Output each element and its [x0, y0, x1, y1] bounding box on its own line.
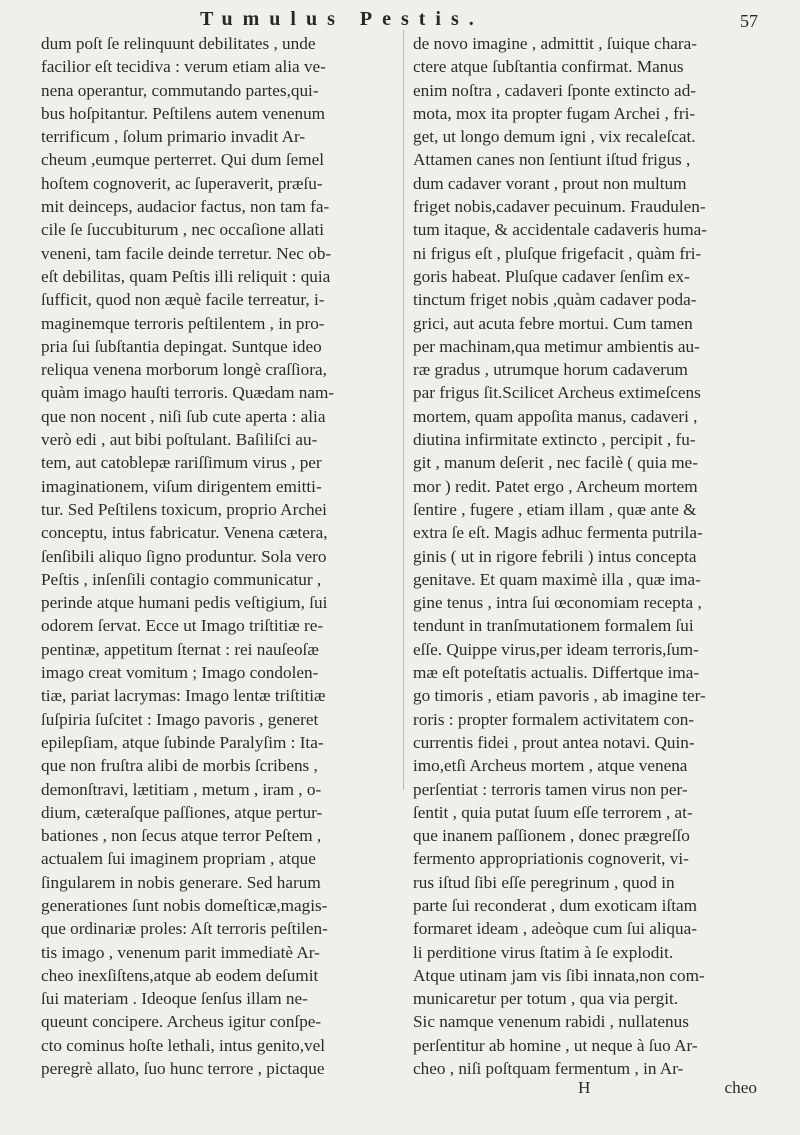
- text-line: friget nobis,cadaver pecuinum. Fraudulen-: [413, 197, 706, 217]
- text-line: hoſtem cognoverit, ac ſuperaverit, præſu-: [41, 173, 323, 193]
- catchword: cheo: [724, 1078, 757, 1097]
- text-line: mæ eſt poteſtatis actualis. Differtque ima-: [413, 663, 700, 683]
- text-line: dium, cæteraſque paſſiones, atque pertur-: [41, 802, 323, 822]
- text-line: ſuſpiria ſuſcitet : Imago pavoris , generet: [41, 709, 319, 729]
- text-line: enim noſtra , cadaveri ſponte extincto ad-: [413, 80, 697, 100]
- text-line: extra ſe eſt. Magis adhuc fermenta putrila-: [413, 523, 703, 543]
- text-line: tiæ, pariat lacrymas: Imago lentæ triſtitiæ: [41, 686, 326, 706]
- text-line: quàm imago hauſti terroris. Quædam nam-: [41, 383, 335, 403]
- text-line: genitave. Et quam maximè illa , quæ ima-: [413, 569, 701, 589]
- text-line: demonſtravi, lætitiam , metum , iram , o-: [41, 779, 322, 799]
- text-line: tis imago , venenum parit immediatè Ar-: [41, 942, 320, 962]
- text-line: eſſe. Quippe virus,per ideam terroris,ſum-: [413, 639, 699, 659]
- text-line: ſentit , quia putat ſuum eſſe terrorem , at-: [413, 802, 693, 822]
- text-line: maginemque terroris peſtilentem , in pro-: [41, 313, 325, 333]
- text-line: currentis fidei , prout antea notavi. Quin-: [413, 732, 695, 752]
- text-line: cile ſe ſuccubiturum , nec occaſione allati: [41, 220, 324, 240]
- text-line: dum poſt ſe relinquunt debilitates , unde: [41, 34, 316, 53]
- text-line: formaret ideam , adeòque cum ſui aliqua-: [413, 919, 697, 939]
- text-line: tendunt in tranſmutationem formalem ſui: [413, 616, 694, 636]
- text-line: dum cadaver vorant , prout non multum: [413, 173, 687, 193]
- text-line: ni frigus eſt , pluſque frigefacit , quàm fri-: [413, 243, 702, 263]
- text-line: veneni, tam facile deinde terretur. Nec ob-: [41, 243, 332, 263]
- text-line: cto cominus hoſte lethali, intus genito,vel: [41, 1035, 326, 1055]
- text-line: generationes ſunt nobis domeſticæ,magis-: [41, 895, 328, 915]
- right-text-column: [413, 32, 769, 1080]
- text-line: diutina infirmitate extincto , percipit , fu-: [413, 430, 696, 450]
- page-number: 57: [740, 11, 758, 31]
- text-line: reliqua venena morborum longè craſſiora,: [41, 360, 327, 380]
- text-line: get, ut longo demum igni , vix recaleſcat.: [413, 127, 696, 147]
- text-line: cheum ,eumque perterret. Qui dum ſemel: [41, 150, 325, 170]
- text-line: que ordinariæ proles: Aſt terroris peſtilen-: [41, 919, 328, 939]
- text-line: perſentiat : terroris tamen virus non per-: [413, 779, 688, 799]
- text-line: Atque utinam jam vis ſibi innata,non com-: [413, 965, 705, 985]
- text-line: eſt debilitas, quam Peſtis illi reliquit : quia: [41, 266, 331, 286]
- text-line: pentinæ, appetitum ſternat : rei nauſeoſæ: [41, 639, 319, 659]
- text-line: actualem ſui imaginem propriam , atque: [41, 849, 316, 869]
- text-line: facilior eſt tecidiva : verum etiam alia ve-: [41, 57, 326, 77]
- text-line: git , manum deſerit , nec facilè ( quia me-: [413, 453, 698, 473]
- text-line: Attamen canes non ſentiunt iſtud frigus ,: [413, 150, 691, 170]
- text-line: epilepſiam, atque ſubinde Paralyſim : Ita-: [41, 732, 324, 752]
- text-line: tem, aut catoblepæ rariſſimum virus , per: [41, 453, 322, 473]
- text-line: ſufficit, quod non æquè facile terreatur, i-: [41, 290, 325, 310]
- text-line: tur. Sed Peſtilens toxicum, proprio Archei: [41, 499, 327, 519]
- page-footer: [413, 1078, 769, 1102]
- text-line: ginis ( ut in rigore febrili ) intus concepta: [413, 546, 697, 566]
- text-line: conceptu, intus fabricatur. Venena cætera,: [41, 523, 328, 543]
- text-line: fermento appropriationis cognoverit, vi-: [413, 849, 689, 869]
- text-line: cheo , niſi poſtquam fermentum , in Ar-: [413, 1059, 684, 1079]
- text-line: queunt concipere. Archeus igitur conſpe-: [41, 1012, 322, 1032]
- text-line: peregrè allato, ſuo hunc terrore , pictaque: [41, 1059, 325, 1079]
- text-line: que non fruſtra alibi de morbis ſcribens ,: [41, 756, 318, 776]
- text-line: perſentitur ab homine , ut neque à ſuo Ar-: [413, 1035, 698, 1055]
- text-line: go timoris , etiam pavoris , ab imagine ter-: [413, 686, 706, 706]
- text-line: terrificum , ſolum primario invadit Ar-: [41, 127, 306, 147]
- text-line: mortem, quam appoſita manus, cadaveri ,: [413, 406, 698, 426]
- column-divider: [403, 30, 404, 790]
- text-line: tum itaque, & accidentale cadaveris huma-: [413, 220, 707, 240]
- text-line: mota, mox ita propter fugam Archei , fri-: [413, 103, 696, 123]
- text-line: li perditione virus ſtatim à ſe explodit.: [413, 942, 674, 962]
- text-line: parte ſui reconderat , dum exoticam iſtam: [413, 895, 697, 915]
- text-line: par frigus ſit.Scilicet Archeus extimeſcens: [413, 383, 701, 403]
- text-line: bus hoſpitantur. Peſtilens autem venenum: [41, 103, 326, 123]
- text-line: roris : propter formalem activitatem con-: [413, 709, 695, 729]
- text-line: cheo inexſiſtens,atque ab eodem deſumit: [41, 965, 319, 985]
- text-line: pria ſui ſubſtantia depingat. Suntque ideo: [41, 336, 322, 356]
- text-line: ſui materiam . Ideoque ſenſus illam ne-: [41, 989, 308, 1009]
- text-line: grici, aut acuta febre mortui. Cum tamen: [413, 313, 693, 333]
- text-line: verò edi , aut bibi poſtulant. Baſiliſci au-: [41, 430, 318, 450]
- text-line: tinctum friget nobis ,quàm cadaver poda-: [413, 290, 697, 310]
- text-line: imaginationem, viſum dirigentem emitti-: [41, 476, 322, 496]
- text-line: ctere atque ſubſtantia confirmat. Manus: [413, 57, 684, 77]
- text-line: rus iſtud ſibi eſſe peregrinum , quod in: [413, 872, 675, 892]
- text-line: ſingularem in nobis generare. Sed harum: [41, 872, 321, 892]
- text-line: perinde atque humani pedis veſtigium, ſui: [41, 593, 328, 613]
- text-line: goris habeat. Pluſque cadaver ſenſim ex-: [413, 266, 690, 286]
- text-line: nena operantur, commutando partes,qui-: [41, 80, 319, 100]
- text-line: que non nocent , niſi ſub cute aperta : alia: [41, 406, 326, 426]
- text-line: imago creat vomitum ; Imago condolen-: [41, 663, 319, 683]
- text-line: ræ gradus , utrumque horum cadaverum: [413, 360, 688, 380]
- text-line: que inanem paſſionem , donec prægreſſo: [413, 826, 690, 846]
- text-line: mor ) redit. Patet ergo , Archeum mortem: [413, 476, 698, 496]
- text-line: ſentire , fugere , etiam illam , quæ ante &: [413, 499, 697, 519]
- text-line: gine tenus , intra ſui œconomiam recepta ,: [413, 593, 702, 613]
- text-line: Peſtis , inſenſili contagio communicatur ,: [41, 569, 322, 589]
- signature-mark: H: [578, 1078, 591, 1097]
- running-title: Tumulus Pestis.: [200, 8, 484, 30]
- text-line: per machinam,qua metimur ambientis au-: [413, 336, 700, 356]
- text-line: imo,etſi Archeus mortem , atque venena: [413, 756, 688, 776]
- text-line: mit deinceps, audacior factus, non tam fa-: [41, 197, 330, 217]
- text-line: municaretur per totum , qua via pergit.: [413, 989, 679, 1009]
- text-line: Sic namque venenum rabidi , nullatenus: [413, 1012, 689, 1032]
- text-line: ſenſibili aliquo ſigno produntur. Sola vero: [41, 546, 327, 566]
- text-line: bationes , non ſecus atque terror Peſtem ,: [41, 826, 322, 846]
- left-text-column: [41, 32, 396, 1080]
- text-line: odorem ſervat. Ecce ut Imago triſtitiæ re-: [41, 616, 324, 636]
- text-line: de novo imagine , admittit , ſuique chara-: [413, 34, 697, 53]
